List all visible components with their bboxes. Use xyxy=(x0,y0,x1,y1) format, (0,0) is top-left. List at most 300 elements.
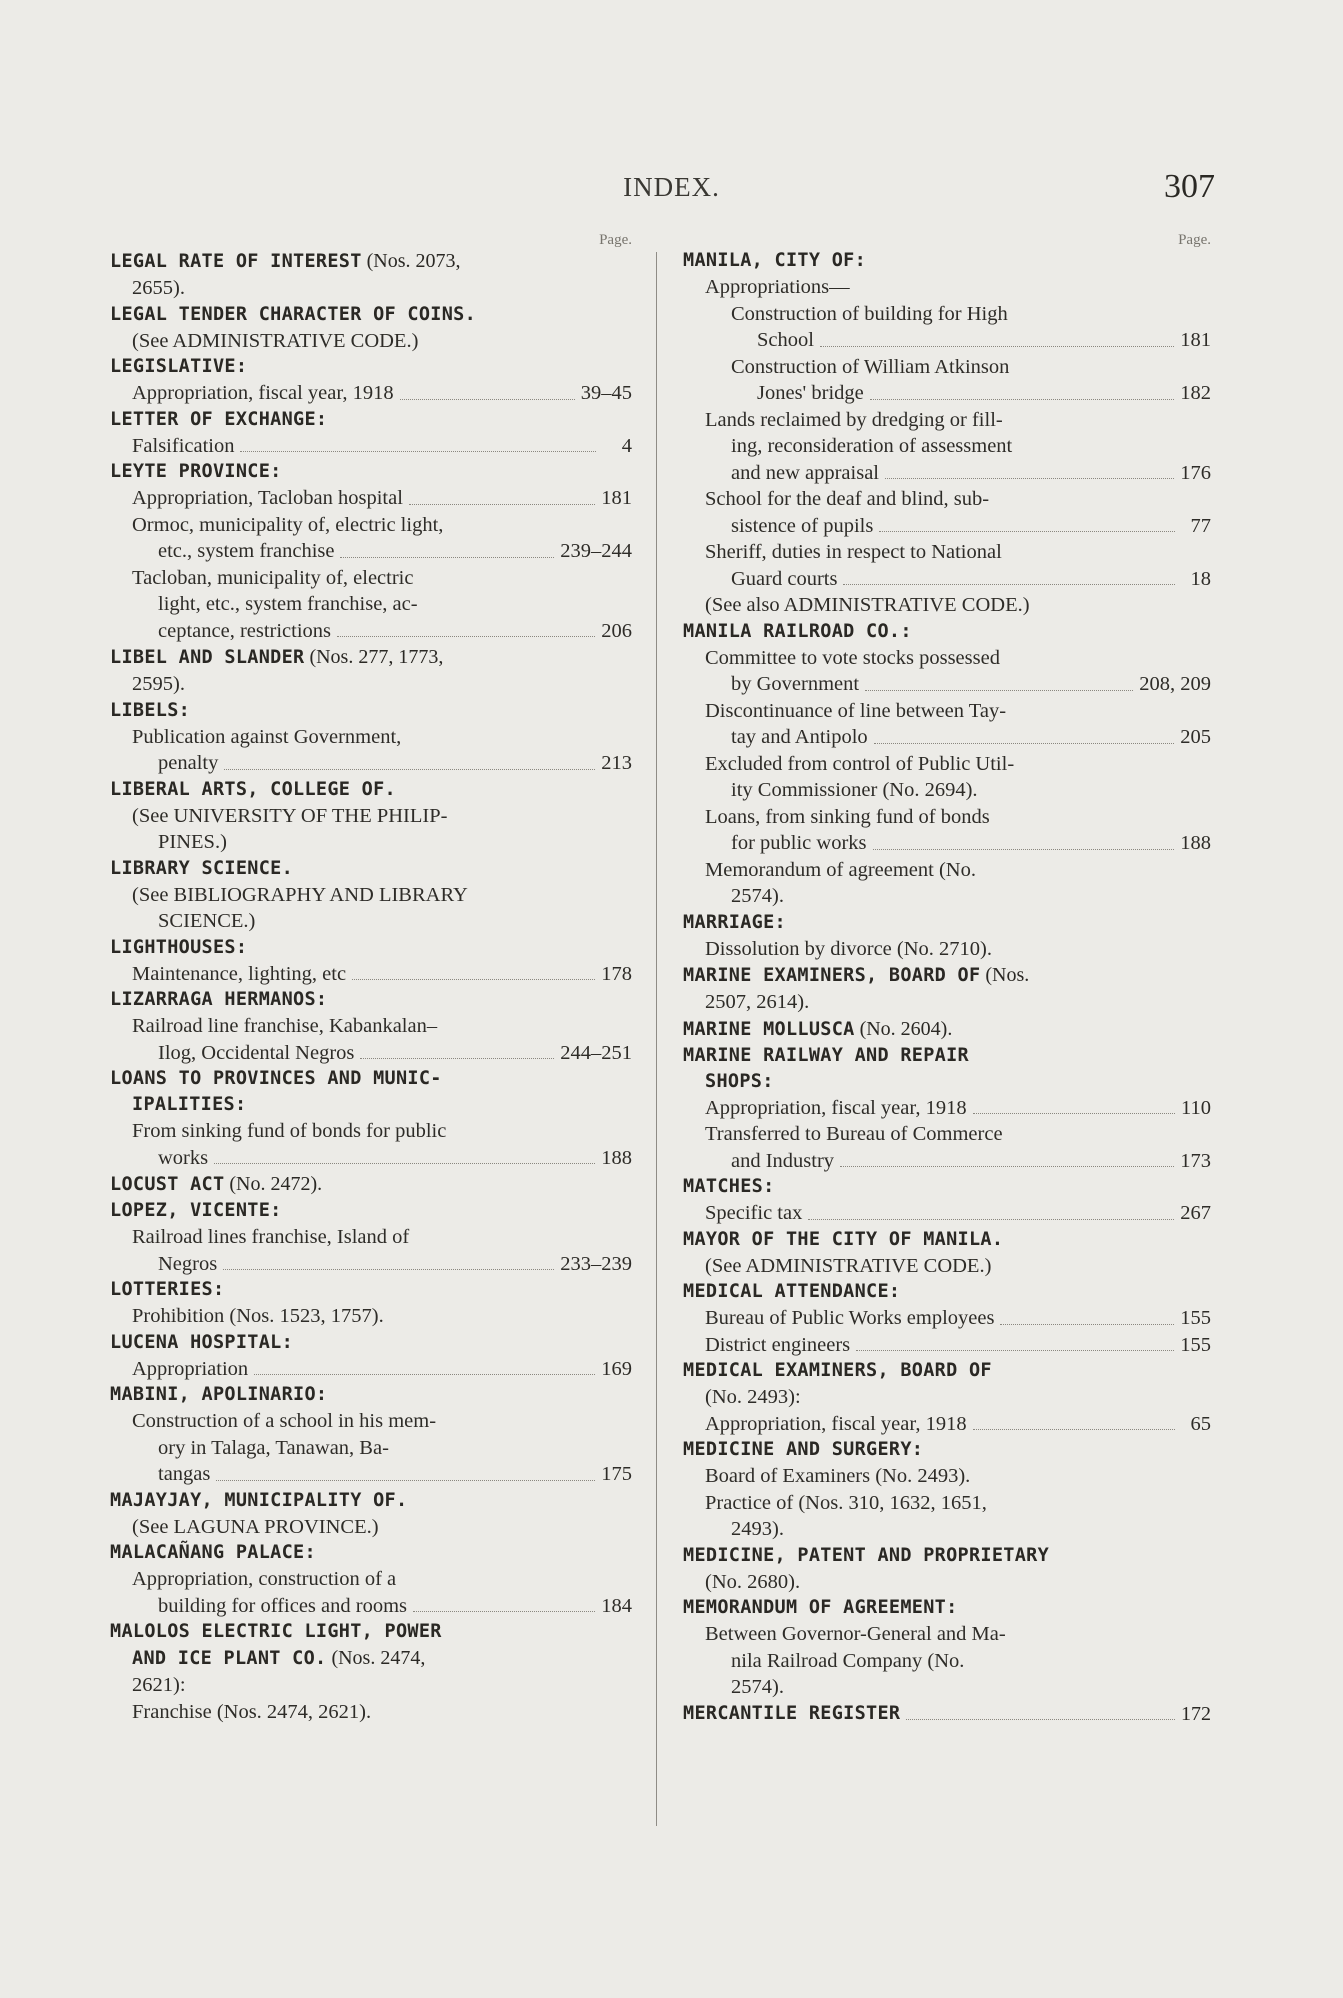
entry-subline-text: Appropriations— xyxy=(705,276,850,298)
index-entry xyxy=(683,1043,1211,1069)
entry-subline xyxy=(683,1384,1211,1411)
entry-page-number: 188 xyxy=(1180,832,1211,854)
entry-page-number: 173 xyxy=(1180,1149,1211,1172)
dot-leader xyxy=(224,769,595,770)
entry-heading-line xyxy=(110,777,632,803)
index-entry xyxy=(683,619,1211,910)
index-entry xyxy=(683,1016,1211,1043)
index-entry xyxy=(110,777,632,856)
entry-subline xyxy=(683,804,1211,831)
entry-subline-text: Sheriff, duties in respect to National xyxy=(705,541,1002,563)
entry-heading xyxy=(110,459,282,485)
entry-subline xyxy=(110,750,632,777)
entry-subline xyxy=(110,908,632,935)
entry-heading-line xyxy=(683,248,1211,274)
entry-subline-text: Dissolution by divorce (No. 2710). xyxy=(705,937,992,960)
entry-subline xyxy=(110,1408,632,1435)
index-entry xyxy=(683,1595,1211,1701)
index-entry xyxy=(683,910,1211,963)
dot-leader xyxy=(413,1611,595,1612)
entry-subline-text: Loans, from sinking fund of bonds xyxy=(705,805,990,828)
entry-subline xyxy=(110,671,632,698)
entry-subline-text: 2493). xyxy=(731,1518,784,1540)
entry-heading-line xyxy=(110,1488,632,1514)
index-entry xyxy=(110,698,632,777)
entry-subline xyxy=(110,1566,632,1593)
entry-subline-text: tay and Antipolo xyxy=(731,726,868,748)
entry-subline xyxy=(110,1356,632,1383)
entry-heading-line xyxy=(683,910,1211,936)
entry-subline xyxy=(683,301,1211,328)
entry-heading-text: MALACAÑANG PALACE: xyxy=(110,1542,316,1563)
entry-subline xyxy=(110,512,632,539)
entry-heading-line xyxy=(683,1043,1211,1069)
entry-list-left xyxy=(110,248,632,1725)
entry-heading-text: MATCHES: xyxy=(683,1176,775,1197)
dot-leader xyxy=(820,346,1174,347)
index-entry xyxy=(683,1227,1211,1280)
entry-subline xyxy=(110,1118,632,1145)
entry-heading xyxy=(110,1382,327,1408)
entry-heading xyxy=(683,1701,900,1727)
entry-subline xyxy=(683,1621,1211,1648)
entry-subline-text: Specific tax xyxy=(705,1202,803,1224)
entry-page-number: 110 xyxy=(1181,1096,1211,1119)
entry-subline-text: Between Governor-General and Ma- xyxy=(705,1623,1006,1645)
dot-leader xyxy=(843,584,1175,585)
entry-subline xyxy=(683,274,1211,301)
entry-subline xyxy=(110,1672,632,1699)
entry-heading xyxy=(110,1619,442,1645)
dot-leader xyxy=(214,1163,595,1164)
entry-page-number: 65 xyxy=(1190,1412,1211,1435)
entry-subline-text: Jones' bridge xyxy=(757,382,864,404)
entry-subline xyxy=(683,1411,1211,1438)
entry-subline-text: Tacloban, municipality of, electric xyxy=(132,566,414,589)
index-entry xyxy=(110,1619,632,1645)
entry-heading-text: LOCUST ACT xyxy=(110,1174,225,1195)
entry-subline-text: Franchise (Nos. 2474, 2621). xyxy=(132,1700,372,1723)
entry-subline xyxy=(110,433,632,460)
entry-subline xyxy=(110,380,632,407)
entry-subline-text: (See also ADMINISTRATIVE CODE.) xyxy=(705,594,1030,616)
index-entry xyxy=(110,1066,632,1092)
entry-subline xyxy=(683,1674,1211,1701)
entry-heading xyxy=(132,1092,246,1118)
entry-heading-line xyxy=(110,407,632,433)
entry-heading xyxy=(110,248,461,275)
dot-leader xyxy=(400,399,575,400)
entry-heading xyxy=(110,856,293,882)
entry-heading-line xyxy=(110,644,632,671)
running-title: INDEX. xyxy=(623,172,720,202)
entry-subline xyxy=(110,1435,632,1462)
entry-subline xyxy=(683,883,1211,910)
entry-heading-text: AND ICE PLANT CO. xyxy=(132,1648,327,1669)
dot-leader xyxy=(360,1058,554,1059)
entry-heading xyxy=(110,644,443,671)
entry-subline-text: Bureau of Public Works employees xyxy=(705,1307,995,1329)
entry-heading xyxy=(110,987,327,1013)
entry-subline xyxy=(683,989,1211,1016)
entry-page-number: 172 xyxy=(1181,1702,1211,1725)
index-entry xyxy=(110,407,632,460)
entry-subline xyxy=(683,1148,1211,1175)
entry-heading-text: LIGHTHOUSES: xyxy=(110,936,248,958)
entry-heading-text: LOPEZ, VICENTE: xyxy=(110,1200,282,1221)
entry-subline xyxy=(110,1514,632,1541)
index-entry xyxy=(683,1279,1211,1358)
entry-subline xyxy=(683,1095,1211,1122)
entry-heading-line xyxy=(110,248,632,275)
index-column-left xyxy=(110,232,632,1725)
entry-heading xyxy=(110,1198,282,1224)
entry-subline xyxy=(683,1121,1211,1148)
entry-heading xyxy=(110,1330,293,1356)
entry-subline-text: Falsification xyxy=(132,434,235,457)
entry-heading-text: MARINE EXAMINERS, BOARD OF xyxy=(683,965,981,986)
entry-heading-text: MAYOR OF THE CITY OF MANILA. xyxy=(683,1228,1004,1250)
entry-heading-text: MEMORANDUM OF AGREEMENT: xyxy=(683,1597,958,1618)
entry-subline-text: nila Railroad Company (No. xyxy=(731,1649,965,1672)
entry-heading xyxy=(110,1171,322,1198)
entry-heading-line xyxy=(683,1701,1211,1727)
index-entry xyxy=(110,302,632,355)
entry-subline-text: School xyxy=(757,329,814,351)
entry-subline-text: 2595). xyxy=(132,673,185,695)
entry-heading xyxy=(110,1540,316,1566)
entry-heading-text: MANILA RAILROAD CO.: xyxy=(683,620,912,642)
entry-subline xyxy=(110,1303,632,1330)
entry-subline xyxy=(110,1145,632,1172)
entry-heading xyxy=(110,1277,224,1303)
entry-heading-text: MEDICINE, PATENT AND PROPRIETARY xyxy=(683,1544,1050,1566)
entry-heading xyxy=(110,1488,407,1514)
entry-heading xyxy=(110,302,476,328)
entry-subline-text: Maintenance, lighting, etc xyxy=(132,962,347,985)
dot-leader xyxy=(808,1219,1174,1220)
index-entry xyxy=(110,1488,632,1541)
entry-subline xyxy=(683,671,1211,698)
entry-heading-line xyxy=(110,1198,632,1224)
entry-heading-text: MARINE RAILWAY AND REPAIR xyxy=(683,1044,969,1066)
entry-heading-text: MEDICAL ATTENDANCE: xyxy=(683,1281,901,1302)
entry-heading-text: LETTER OF EXCHANGE: xyxy=(110,408,328,430)
entry-heading xyxy=(110,935,247,961)
entry-page-number: 182 xyxy=(1180,382,1211,404)
entry-heading-text: LUCENA HOSPITAL: xyxy=(110,1331,294,1353)
entry-page-number: 176 xyxy=(1180,461,1211,484)
entry-heading-line xyxy=(110,1066,632,1092)
dot-leader xyxy=(840,1166,1174,1167)
entry-subline xyxy=(683,327,1211,354)
entry-subline-text: (See BIBLIOGRAPHY AND LIBRARY xyxy=(132,883,468,906)
dot-leader xyxy=(874,743,1175,744)
entry-heading-line xyxy=(110,1619,632,1645)
entry-heading-text: MEDICINE AND SURGERY: xyxy=(683,1439,924,1460)
entry-heading xyxy=(683,1279,900,1305)
entry-page-number: 155 xyxy=(1180,1333,1211,1356)
entry-subline xyxy=(110,829,632,856)
page-column-label: Page. xyxy=(599,232,632,248)
index-entry xyxy=(110,1198,632,1277)
entry-subline xyxy=(110,591,632,618)
entry-subline xyxy=(683,936,1211,963)
entry-page-number: 205 xyxy=(1180,726,1211,748)
entry-heading-line xyxy=(110,1540,632,1566)
entry-subline-text: District engineers xyxy=(705,1333,851,1356)
entry-subline-text: ceptance, restrictions xyxy=(158,619,332,642)
dot-leader xyxy=(254,1374,595,1375)
entry-heading xyxy=(110,354,247,380)
entry-subline-text: Practice of (Nos. 310, 1632, 1651, xyxy=(705,1491,987,1514)
entry-subline-text: and Industry xyxy=(731,1149,835,1172)
entry-subline xyxy=(110,1593,632,1620)
entry-subline-text: Construction of William Atkinson xyxy=(731,355,1010,378)
entry-heading-text: LIBELS: xyxy=(110,699,191,721)
entry-subline xyxy=(683,857,1211,884)
index-entry xyxy=(683,962,1211,1016)
entry-page-number: 233–239 xyxy=(560,1252,632,1275)
entry-heading-text: MEDICAL EXAMINERS, BOARD OF xyxy=(683,1360,992,1381)
dot-leader xyxy=(906,1719,1175,1720)
dot-leader xyxy=(352,979,595,980)
entry-subline-text: Prohibition (Nos. 1523, 1757). xyxy=(132,1305,384,1327)
index-entry xyxy=(110,354,632,407)
entry-subline xyxy=(110,1699,632,1726)
entry-subline-text: (See ADMINISTRATIVE CODE.) xyxy=(132,329,419,352)
entry-heading-text: SHOPS: xyxy=(705,1070,774,1092)
index-entry xyxy=(683,1701,1211,1727)
index-entry xyxy=(110,1540,632,1619)
entry-subline-text: (See ADMINISTRATIVE CODE.) xyxy=(705,1254,992,1277)
entry-heading-line xyxy=(683,1358,1211,1384)
entry-heading xyxy=(683,1016,952,1043)
entry-heading xyxy=(132,1645,425,1672)
entry-heading xyxy=(683,962,1029,989)
entry-subline-text: (See LAGUNA PROVINCE.) xyxy=(132,1515,379,1538)
entry-heading xyxy=(683,1437,923,1463)
index-entry xyxy=(683,248,1211,619)
entry-subline-text: Lands reclaimed by dredging or fill- xyxy=(705,408,1003,431)
entry-heading-references: (No. 2604). xyxy=(854,1017,953,1040)
entry-subline xyxy=(110,275,632,302)
entry-subline xyxy=(683,539,1211,566)
entry-heading-line xyxy=(110,1382,632,1408)
entry-heading-line xyxy=(683,1174,1211,1200)
entry-subline-text: Transferred to Bureau of Commerce xyxy=(705,1123,1003,1145)
entry-subline xyxy=(110,1040,632,1067)
entry-heading-line xyxy=(110,1092,632,1118)
entry-subline-text: light, etc., system franchise, ac- xyxy=(158,593,418,615)
entry-subline xyxy=(683,645,1211,672)
entry-subline-text: Negros xyxy=(158,1252,218,1275)
entry-heading-line xyxy=(110,1277,632,1303)
entry-subline xyxy=(683,1516,1211,1543)
entry-heading-text: LEGAL RATE OF INTEREST xyxy=(110,251,362,272)
entry-page-number: 239–244 xyxy=(560,540,632,562)
entry-heading-text: LEGISLATIVE: xyxy=(110,356,248,377)
entry-subline-text: for public works xyxy=(731,832,867,854)
entry-subline xyxy=(683,1490,1211,1517)
entry-heading xyxy=(110,777,396,803)
entry-heading-text: MABINI, APOLINARIO: xyxy=(110,1384,328,1405)
dot-leader xyxy=(1000,1324,1174,1325)
column-divider xyxy=(656,252,657,1826)
dot-leader xyxy=(865,690,1133,691)
entry-heading-text: MAJAYJAY, MUNICIPALITY OF. xyxy=(110,1489,408,1511)
dot-leader xyxy=(870,399,1175,400)
entry-heading-line xyxy=(683,1595,1211,1621)
entry-subline-text: building for offices and rooms xyxy=(158,1594,407,1617)
entry-heading xyxy=(110,407,327,433)
entry-list-right xyxy=(683,248,1211,1727)
entry-heading-line xyxy=(110,935,632,961)
entry-subline xyxy=(110,538,632,565)
entry-subline-text: Board of Examiners (No. 2493). xyxy=(705,1465,971,1487)
entry-heading-text: LIBRARY SCIENCE. xyxy=(110,857,294,879)
entry-subline-text: From sinking fund of bonds for public xyxy=(132,1120,447,1142)
entry-subline xyxy=(683,407,1211,434)
index-entry xyxy=(110,856,632,935)
entry-heading-text: MARINE MOLLUSCA xyxy=(683,1018,855,1040)
entry-subline xyxy=(110,1461,632,1488)
entry-page-number: 77 xyxy=(1190,514,1211,537)
index-entry xyxy=(110,935,632,988)
entry-subline-text: 2621): xyxy=(132,1674,186,1696)
entry-heading-text: LOANS TO PROVINCES AND MUNIC- xyxy=(110,1068,442,1089)
entry-page-number: 4 xyxy=(621,434,632,457)
entry-subline xyxy=(683,1332,1211,1359)
index-entry xyxy=(110,644,632,698)
entry-heading-line xyxy=(110,1645,632,1672)
index-entry xyxy=(110,248,632,302)
entry-heading-text: LEGAL TENDER CHARACTER OF COINS. xyxy=(110,303,477,325)
entry-subline-text: (No. 2680). xyxy=(705,1570,801,1593)
index-entry xyxy=(110,1645,632,1725)
entry-heading-line xyxy=(110,1171,632,1198)
entry-subline-text: (No. 2493): xyxy=(705,1386,801,1408)
entry-heading-references: (Nos. xyxy=(980,964,1030,986)
entry-subline-text: Railroad line franchise, Kabankalan– xyxy=(132,1015,438,1037)
entry-subline-text: Publication against Government, xyxy=(132,725,402,748)
entry-heading xyxy=(683,1227,1003,1253)
index-entry xyxy=(110,987,632,1066)
entry-subline xyxy=(110,1013,632,1040)
entry-subline xyxy=(683,1253,1211,1280)
entry-subline xyxy=(683,566,1211,593)
entry-page-number: 39–45 xyxy=(580,382,632,404)
entry-page-number: 18 xyxy=(1190,567,1211,590)
entry-heading-line xyxy=(683,1227,1211,1253)
entry-heading-text: MERCANTILE REGISTER xyxy=(683,1702,901,1724)
entry-subline-text: Ilog, Occidental Negros xyxy=(158,1041,355,1064)
entry-page-number: 155 xyxy=(1180,1307,1211,1329)
dot-leader xyxy=(240,451,596,452)
entry-subline-text: by Government xyxy=(731,673,860,695)
entry-heading-line xyxy=(110,698,632,724)
entry-subline xyxy=(683,354,1211,381)
index-entry xyxy=(110,1382,632,1488)
entry-subline xyxy=(683,1305,1211,1332)
entry-subline-text: 2507, 2614). xyxy=(705,991,810,1013)
entry-heading-line xyxy=(110,856,632,882)
dot-leader xyxy=(216,1480,595,1481)
entry-subline xyxy=(110,485,632,512)
entry-subline xyxy=(683,513,1211,540)
entry-subline xyxy=(110,961,632,988)
dot-leader xyxy=(337,636,595,637)
entry-page-number: 206 xyxy=(601,619,632,642)
page-column-label: Page. xyxy=(1178,232,1211,248)
entry-heading-line xyxy=(683,1016,1211,1043)
entry-subline-text: Discontinuance of line between Tay- xyxy=(705,699,1007,722)
entry-heading xyxy=(683,910,786,936)
entry-subline-text: works xyxy=(158,1146,209,1169)
dot-leader xyxy=(873,849,1175,850)
entry-subline-text: tangas xyxy=(158,1463,211,1485)
entry-subline-text: Guard courts xyxy=(731,567,838,590)
entry-subline xyxy=(110,565,632,592)
entry-heading xyxy=(683,1043,969,1069)
entry-heading-line xyxy=(110,302,632,328)
entry-heading-text: LIBEL AND SLANDER xyxy=(110,647,305,668)
entry-page-number: 169 xyxy=(601,1357,632,1380)
entry-heading-line xyxy=(683,1437,1211,1463)
entry-subline-text: PINES.) xyxy=(158,831,227,853)
entry-page-number: 181 xyxy=(601,487,632,509)
entry-subline-text: Appropriation, fiscal year, 1918 xyxy=(132,382,394,404)
entry-subline-text: etc., system franchise xyxy=(158,540,335,562)
entry-page-number: 181 xyxy=(1180,329,1211,351)
entry-subline-text: Appropriation, fiscal year, 1918 xyxy=(705,1096,967,1119)
entry-subline-text: Appropriation, Tacloban hospital xyxy=(132,487,403,509)
entry-subline xyxy=(110,1251,632,1278)
entry-subline-text: Excluded from control of Public Util- xyxy=(705,752,1015,775)
index-entry xyxy=(683,1174,1211,1227)
entry-page-number: 267 xyxy=(1180,1202,1211,1224)
entry-subline-text: Ormoc, municipality of, electric light, xyxy=(132,513,444,536)
index-entry xyxy=(110,1277,632,1330)
entry-heading xyxy=(683,1174,775,1200)
entry-heading-text: LOTTERIES: xyxy=(110,1279,225,1300)
entry-heading-line xyxy=(683,1069,1211,1095)
entry-subline xyxy=(110,803,632,830)
entry-subline xyxy=(110,1224,632,1251)
entry-heading-text: MANILA, CITY OF: xyxy=(683,250,867,271)
entry-heading-line xyxy=(110,354,632,380)
entry-page-number: 208, 209 xyxy=(1139,673,1211,695)
entry-subline-text: SCIENCE.) xyxy=(158,910,256,932)
index-entry xyxy=(683,1543,1211,1596)
entry-subline xyxy=(683,592,1211,619)
entry-heading-text: MARRIAGE: xyxy=(683,911,786,933)
entry-subline-text: Construction of building for High xyxy=(731,302,1008,325)
entry-subline xyxy=(683,433,1211,460)
entry-subline-text: penalty xyxy=(158,752,219,774)
index-entry xyxy=(110,1330,632,1383)
entry-heading-line xyxy=(683,619,1211,645)
entry-subline xyxy=(683,380,1211,407)
entry-subline-text: School for the deaf and blind, sub- xyxy=(705,488,990,510)
dot-leader xyxy=(879,531,1175,532)
index-entry xyxy=(110,1092,632,1171)
index-entry xyxy=(683,1069,1211,1175)
index-entry xyxy=(110,1171,632,1198)
entry-heading-text: LEYTE PROVINCE: xyxy=(110,461,282,482)
entry-subline-text: Committee to vote stocks possessed xyxy=(705,646,1000,669)
entry-subline xyxy=(683,777,1211,804)
